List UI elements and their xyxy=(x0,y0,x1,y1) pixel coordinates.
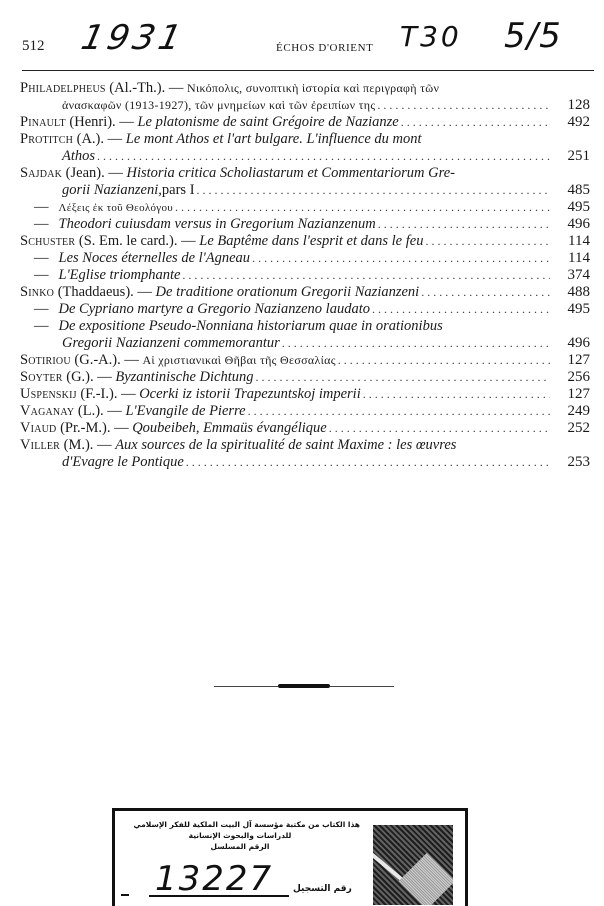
index-entry xyxy=(20,420,590,437)
entry-title: Le mont Athos et l'art bulgare. L'influence du mont xyxy=(125,131,422,147)
entry-initials: (Pr.-M.). — xyxy=(60,420,129,436)
leader-dots xyxy=(282,335,550,352)
entry-page: 127 xyxy=(567,352,590,368)
index-entry xyxy=(20,284,590,301)
entry-title: Ocerki iz istorii Trapezuntskoj imperii xyxy=(139,386,361,402)
ornament-divider xyxy=(214,685,394,689)
index-subentry xyxy=(20,250,590,267)
leader-dots xyxy=(256,369,550,386)
entry-author: Soyter xyxy=(20,369,63,385)
entry-initials: (Jean). — xyxy=(65,165,123,181)
index-subentry xyxy=(20,199,590,216)
index-entry xyxy=(20,386,590,403)
entry-title: De expositione Pseudo-Nonniana historiarum quae in orationibus xyxy=(58,318,443,334)
entry-title-cont: Gregorii Nazianzeni commemorantur xyxy=(62,335,280,351)
emblem-diamond xyxy=(399,853,453,905)
entry-page: 256 xyxy=(567,369,590,385)
handwritten-fraction: 5/5 xyxy=(504,16,562,56)
entry-initials: (L.). — xyxy=(77,403,122,419)
entry-title: Νικόπολις, συνοπτικὴ ἱστορία καὶ περιγραφὴ τῶν xyxy=(187,81,440,95)
entry-title: Byzantinische Dichtung xyxy=(115,369,254,385)
index-subentry xyxy=(20,318,590,352)
leader-dots xyxy=(421,284,550,301)
entry-initials: (G.). — xyxy=(66,369,112,385)
entry-author: Philadelpheus xyxy=(20,80,106,96)
stamp-dash xyxy=(121,894,129,896)
entry-author: Protitch xyxy=(20,131,73,147)
entry-author: Viller xyxy=(20,437,60,453)
entry-page: 496 xyxy=(567,335,590,351)
entry-initials: (M.). — xyxy=(63,437,112,453)
ditto-dash: — xyxy=(34,250,49,266)
entry-title: De Cypriano martyre a Gregorio Nazianzeno laudato xyxy=(58,301,370,317)
entry-page: 485 xyxy=(567,182,590,198)
entry-title: Les Noces éternelles de l'Agneau xyxy=(58,250,251,266)
leader-dots xyxy=(186,454,550,471)
entry-title: Aux sources de la spiritualité de saint Maxime : les œuvres xyxy=(115,437,457,453)
entry-page: 127 xyxy=(567,386,590,402)
entry-initials: (A.). — xyxy=(76,131,123,147)
leader-dots xyxy=(248,403,550,420)
registration-number: 13227 xyxy=(155,859,274,899)
entry-page: 253 xyxy=(567,454,590,470)
entry-page: 128 xyxy=(567,97,590,113)
ornament-line-right xyxy=(330,686,394,687)
entry-suffix: pars I xyxy=(161,182,195,198)
leader-dots xyxy=(377,97,550,114)
registration-label: رقم التسجيل xyxy=(293,884,352,894)
leader-dots xyxy=(182,267,550,284)
entry-title: Historia critica Scholiastarum et Commentariorum Gre- xyxy=(126,165,455,181)
entry-author: Sinko xyxy=(20,284,55,300)
leader-dots xyxy=(97,148,550,165)
stamp-line-3: الرقم المسلسل xyxy=(210,842,270,851)
entry-page: 492 xyxy=(567,114,590,130)
index-entry xyxy=(20,233,590,250)
page-number: 512 xyxy=(22,38,45,54)
entry-initials: (Al.-Th.). — xyxy=(109,80,184,96)
entry-initials: (Thaddaeus). — xyxy=(57,284,152,300)
ornament-center xyxy=(278,684,330,688)
leader-dots xyxy=(425,233,550,250)
library-stamp xyxy=(112,808,468,906)
entry-title-cont: Athos xyxy=(62,148,96,164)
leader-dots xyxy=(401,114,550,131)
entry-initials: (S. Em. le card.). — xyxy=(78,233,196,249)
ditto-dash: — xyxy=(34,216,49,232)
entry-title-cont: ἀνασκαφῶν (1913-1927), τῶν μνημείων καὶ τῶν ἐρειπίων της xyxy=(62,98,376,112)
leader-dots xyxy=(363,386,550,403)
ditto-dash: — xyxy=(34,318,49,334)
leader-dots xyxy=(372,301,550,318)
handwritten-volume: T30 xyxy=(400,20,462,53)
leader-dots xyxy=(175,199,550,216)
index-entry xyxy=(20,114,590,131)
stamp-line-2: للدراسات والبحوث الإنسانية xyxy=(188,831,292,840)
entry-title: Theodori cuiusdam versus in Gregorium Nazianzenum xyxy=(58,216,376,232)
handwritten-year: 1931 xyxy=(77,18,189,58)
leader-dots xyxy=(329,420,550,437)
entry-page: 374 xyxy=(567,267,590,283)
entry-author: Vaganay xyxy=(20,403,75,419)
page-header xyxy=(22,12,594,72)
index-subentry xyxy=(20,301,590,318)
header-rule xyxy=(22,70,594,71)
index-entry xyxy=(20,369,590,386)
entry-page: 496 xyxy=(567,216,590,232)
entry-initials: (G.-A.). — xyxy=(74,352,139,368)
entry-initials: (Henri). — xyxy=(69,114,134,130)
entry-title: Αἱ χριστιανικαὶ Θῆβαι τῆς Θεσσαλίας xyxy=(142,353,336,367)
index-entry xyxy=(20,403,590,420)
entry-title: L'Evangile de Pierre xyxy=(125,403,246,419)
entry-title: Le Baptême dans l'esprit et dans le feu xyxy=(199,233,424,249)
entry-page: 249 xyxy=(567,403,590,419)
registration-underline xyxy=(149,895,289,897)
entry-page: 495 xyxy=(567,301,590,317)
leader-dots xyxy=(338,352,550,369)
stamp-emblem-icon xyxy=(373,825,453,905)
entry-title: Le platonisme de saint Grégoire de Nazianze xyxy=(137,114,399,130)
leader-dots xyxy=(252,250,550,267)
entry-title: Qoubeibeh, Emmaüs évangélique xyxy=(132,420,327,436)
entry-page: 251 xyxy=(567,148,590,164)
entry-title-cont: d'Evagre le Pontique xyxy=(62,454,184,470)
index-subentry xyxy=(20,216,590,233)
entry-author: Uspenskij xyxy=(20,386,77,402)
entry-title-cont: gorii Nazianzeni, xyxy=(62,182,162,198)
entry-author: Sajdak xyxy=(20,165,63,181)
entry-title: L'Eglise triomphante xyxy=(58,267,181,283)
entry-title: De traditione orationum Gregorii Nazianzeni xyxy=(155,284,420,300)
entry-title: Λέξεις ἐκ τοῦ Θεολόγου xyxy=(58,202,174,214)
index-entry xyxy=(20,352,590,369)
ornament-line-left xyxy=(214,686,278,687)
index-entry xyxy=(20,165,590,199)
index-entry xyxy=(20,437,590,471)
entry-author: Pinault xyxy=(20,114,66,130)
leader-dots xyxy=(378,216,550,233)
entry-author: Schuster xyxy=(20,233,76,249)
stamp-line-1: هذا الكتاب من مكتبة مؤسسة آل البيت الملكية للفكر الإسلامي xyxy=(133,820,360,829)
ditto-dash: — xyxy=(34,301,49,317)
stamp-text xyxy=(120,819,360,852)
index-entry xyxy=(20,131,590,165)
entry-page: 114 xyxy=(568,250,590,266)
entry-initials: (F.-I.). — xyxy=(80,386,136,402)
entry-page: 495 xyxy=(567,199,590,215)
entry-page: 114 xyxy=(568,233,590,249)
index-entry xyxy=(20,80,590,114)
ditto-dash: — xyxy=(34,267,49,283)
entry-author: Viaud xyxy=(20,420,57,436)
index-subentry xyxy=(20,267,590,284)
entry-author: Sotiriou xyxy=(20,352,71,368)
leader-dots xyxy=(197,182,550,199)
entry-page: 252 xyxy=(567,420,590,436)
ditto-dash: — xyxy=(34,199,49,215)
index-entries xyxy=(20,80,590,471)
entry-page: 488 xyxy=(567,284,590,300)
journal-title: ÉCHOS D'ORIENT xyxy=(276,42,374,54)
